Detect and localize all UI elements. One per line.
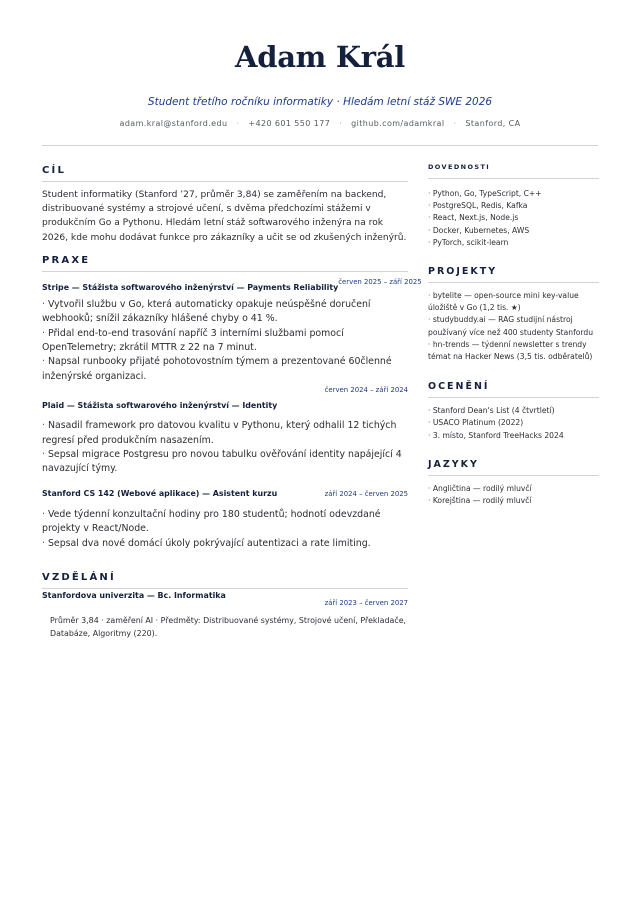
- job-bullets: [42, 298, 408, 384]
- skill-item: · PyTorch, scikit-learn: [428, 237, 599, 249]
- awards-list: [428, 405, 599, 442]
- objective-heading: CÍL: [42, 165, 408, 182]
- education-school: Stanfordova univerzita — Bc. Informatika: [42, 591, 226, 601]
- job-header: [42, 386, 408, 410]
- job-bullet: · Sepsal dva nové domácí úkoly pokrývající autentizaci a rate limiting.: [42, 537, 408, 551]
- language-item: · Korejština — rodilý mluvčí: [428, 495, 599, 507]
- objective-section: [42, 165, 408, 245]
- candidate-name: Adam Král: [235, 40, 405, 74]
- job-header: [42, 489, 408, 498]
- education-details: Průměr 3,84 · zaměření AI · Předměty: Distribuované systémy, Strojové učení, Překladače, Databáze, Algoritmy (220).: [50, 616, 407, 638]
- objective-text: Student informatiky (Stanford ’27, průměr 3,84) se zaměřením na backend, distribuované systémy a strojové učení, s dvěma předchozími stážemi v produkčním Go a Pythonu. Hledám letní stáž softwarového inženýra na rok 2026, kde mohu dodávat funkce pro zákazníky a učit se od zkušených inženýrů.: [42, 190, 407, 243]
- header-divider: [42, 145, 598, 146]
- skills-heading: DOVEDNOSTI: [428, 163, 599, 179]
- tagline: Student třetího ročníku informatiky · Hledám letní stáž SWE 2026: [147, 96, 493, 108]
- skills-section: [428, 163, 599, 249]
- job-bullet: · Napsal runbooky přijaté pohotovostním týmem a prezentované 60členné inženýrské organizaci.: [42, 355, 408, 384]
- language-item: · Angličtina — rodilý mluvčí: [428, 483, 599, 495]
- contact-github[interactable]: github.com/adamkral: [351, 119, 445, 128]
- job-title: Plaid — Stážista softwarového inženýrství — Identity: [42, 401, 278, 411]
- awards-heading: OCENĚNÍ: [428, 381, 599, 398]
- award-item: · Stanford Dean's List (4 čtvrtletí): [428, 405, 599, 417]
- job-bullet: · Vytvořil službu v Go, která automaticky opakuje neúspěšné doručení webhooků; snížil zákazníky hlášené chyby o 41 %.: [42, 298, 408, 327]
- job-title: Stanford CS 142 (Webové aplikace) — Asistent kurzu: [42, 488, 278, 498]
- sidebar-column: [428, 163, 599, 507]
- job-entry: [42, 386, 408, 477]
- award-item: · USACO Platinum (2022): [428, 417, 599, 429]
- main-column: [42, 165, 422, 640]
- job-title: Stripe — Stážista softwarového inženýrství — Payments Reliability: [42, 282, 339, 292]
- skill-item: · PostgreSQL, Redis, Kafka: [428, 200, 599, 212]
- education-header: [42, 591, 408, 608]
- job-bullet: · Vede týdenní konzultační hodiny pro 180 studentů; hodnotí odevzdané projekty v React/Node.: [42, 508, 408, 537]
- contact-separator: ·: [236, 119, 240, 128]
- contact-phone[interactable]: +420 601 550 177: [248, 119, 331, 128]
- contact-separator: ·: [453, 119, 457, 128]
- job-date: září 2024 – červen 2025: [324, 489, 408, 498]
- award-item: · 3. místo, Stanford TreeHacks 2024: [428, 430, 599, 442]
- contact-email[interactable]: adam.kral@stanford.edu: [119, 119, 228, 128]
- job-entry: [42, 489, 408, 551]
- awards-section: [428, 381, 599, 442]
- skills-list: [428, 188, 599, 249]
- project-item: · hn-trends — týdenní newsletter s trendy témat na Hacker News (3,5 tis. odběratelů): [428, 339, 599, 363]
- education-heading: VZDĚLÁNÍ: [42, 572, 408, 589]
- experience-heading: PRAXE: [42, 255, 408, 272]
- education-section: [42, 572, 408, 640]
- contact-location: Stanford, CA: [465, 119, 521, 128]
- languages-heading: JAZYKY: [428, 459, 599, 476]
- job-date: červen 2025 – září 2025: [338, 277, 422, 286]
- project-item: · bytelite — open-source mini key-value úložiště v Go (1,2 tis. ★): [428, 290, 599, 314]
- job-header: [42, 277, 422, 292]
- job-bullet: · Přidal end-to-end trasování napříč 3 interními službami pomocí OpenTelemetry; zkrátil MTTR z 22 na 7 minut.: [42, 327, 408, 356]
- job-entry: [42, 277, 422, 384]
- languages-list: [428, 483, 599, 507]
- job-bullet: · Sepsal migrace Postgresu pro novou tabulku ověřování identity napájející 4 navazující týmy.: [42, 448, 408, 477]
- languages-section: [428, 459, 599, 507]
- projects-section: [428, 266, 599, 363]
- contact-line: [0, 119, 640, 128]
- skill-item: · Docker, Kubernetes, AWS: [428, 225, 599, 237]
- skill-item: · Python, Go, TypeScript, C++: [428, 188, 599, 200]
- contact-separator: ·: [339, 119, 343, 128]
- skill-item: · React, Next.js, Node.js: [428, 212, 599, 224]
- project-item: · studybuddy.ai — RAG studijní nástroj používaný více než 400 studenty Stanfordu: [428, 314, 599, 338]
- experience-section: [42, 254, 422, 551]
- job-bullet: · Nasadil framework pro datovou kvalitu v Pythonu, který odhalil 12 tichých regresí před produkčním nasazením.: [42, 419, 408, 448]
- job-bullets: [42, 419, 408, 477]
- projects-list: [428, 290, 599, 363]
- job-bullets: [42, 508, 408, 551]
- projects-heading: PROJEKTY: [428, 266, 599, 283]
- job-date: červen 2024 – září 2024: [324, 386, 408, 395]
- education-date: září 2023 – červen 2027: [324, 599, 408, 608]
